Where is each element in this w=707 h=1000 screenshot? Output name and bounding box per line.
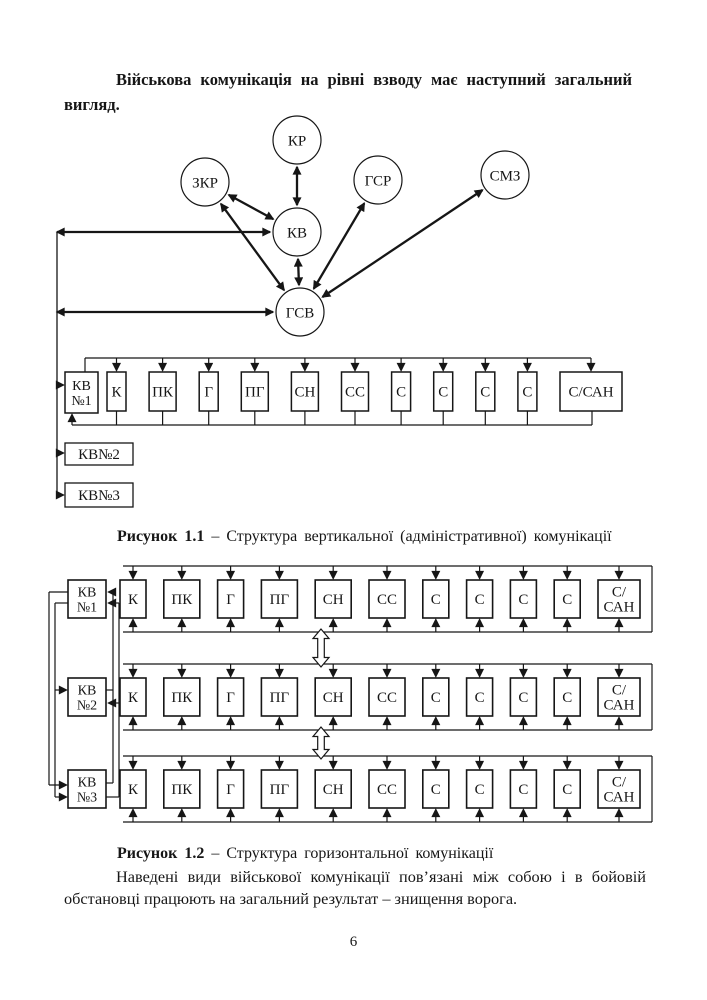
squad-box-label: ПГ	[269, 782, 290, 798]
figure-1-2-diagram	[0, 563, 707, 843]
squad-box-label: С	[474, 690, 485, 706]
squad-box-label: С/	[611, 774, 627, 791]
squad-box-label: С	[474, 782, 485, 798]
relation-arrow	[314, 203, 365, 289]
leader-box-label: КВ	[77, 775, 97, 791]
squad-box-label: СН	[322, 592, 344, 608]
leader-box-label: КВ	[72, 379, 91, 394]
squad-box-label: ПГ	[269, 690, 290, 706]
leader-box-label: №1	[76, 600, 98, 616]
squad-box-label: С	[474, 592, 485, 608]
squad-box-label: К	[111, 384, 122, 401]
hollow-double-arrow	[313, 629, 329, 667]
squad-box-label: Г	[226, 782, 235, 798]
squad-box-label: С	[522, 384, 533, 401]
leader-box-label: КВ	[77, 585, 97, 601]
squad-box-label: СС	[344, 384, 366, 401]
squad-box-label: САН	[603, 697, 635, 714]
closing-paragraph: Наведені види військової комунікації пов’язані між собою і в бойовій обстановці працюють на загальний результат – знищення ворога.	[64, 867, 646, 908]
role-node-label-gsr: ГСР	[364, 173, 392, 190]
squad-box-label: СС	[376, 690, 398, 706]
squad-box-label: С	[562, 782, 573, 798]
squad-box-label: К	[127, 592, 139, 608]
relation-arrow	[229, 195, 274, 219]
squad-box-label: САН	[603, 599, 635, 616]
squad-box-label: ПК	[152, 384, 174, 401]
platoon-box-label: КВ№2	[78, 447, 120, 463]
leader-box-label: КВ	[77, 683, 97, 699]
squad-box-label: ПК	[171, 592, 193, 608]
squad-box-label: С	[518, 690, 529, 706]
figure-1-2-caption-label: Рисунок 1.2	[117, 845, 205, 862]
leader-box-label: №2	[76, 698, 98, 714]
role-node-label-gsv: ГСВ	[285, 305, 315, 322]
squad-box-label: ПК	[171, 690, 193, 706]
leader-box-label: №1	[71, 394, 92, 409]
squad-box-label: С/	[611, 682, 627, 699]
relation-arrow	[298, 259, 299, 285]
squad-box-label: ПГ	[245, 384, 265, 401]
squad-box-label: С	[438, 384, 449, 401]
diagram-layer	[57, 116, 622, 507]
squad-box-label: Г	[204, 384, 214, 401]
squad-box-label: С	[480, 384, 491, 401]
role-node-label-kv: КВ	[286, 225, 308, 242]
squad-box-label: ПК	[171, 782, 193, 798]
figure-1-2-caption-text: – Структура горизонтальної комунікації	[211, 845, 494, 862]
role-node-label-smz: СМЗ	[489, 168, 521, 185]
page-number: 6	[349, 934, 358, 950]
squad-box-label: С	[430, 592, 441, 608]
squad-box-label: С	[430, 690, 441, 706]
leader-box-label: №3	[76, 790, 98, 806]
squad-box-label: С	[518, 782, 529, 798]
squad-box-label: СН	[322, 782, 344, 798]
squad-box-label: СС	[376, 782, 398, 798]
intro-paragraph: Військова комунікація на рівні взводу має наступний загальний вигляд.	[64, 70, 632, 114]
figure-1-1-caption-text: – Структура вертикальної (адміністративної) комунікації	[211, 528, 612, 545]
squad-box-label: С/САН	[568, 384, 614, 401]
squad-box-label: САН	[603, 789, 635, 806]
squad-box-label: СН	[294, 384, 316, 401]
squad-box-label: СН	[322, 690, 344, 706]
role-node-label-kr: КР	[287, 133, 307, 150]
figure-1-1-caption-label: Рисунок 1.1	[117, 528, 205, 545]
squad-box-label: К	[127, 782, 139, 798]
squad-box-label: ПГ	[269, 592, 290, 608]
squad-box-label: С	[562, 690, 573, 706]
hollow-double-arrow	[313, 727, 329, 759]
squad-box-label: С	[518, 592, 529, 608]
squad-box-label: С	[396, 384, 407, 401]
figure-1-1-diagram	[0, 110, 707, 510]
relation-arrow	[221, 204, 284, 290]
platoon-box-label: КВ№3	[78, 488, 120, 504]
squad-box-label: Г	[226, 592, 235, 608]
figure-1-1-caption	[117, 528, 612, 546]
squad-box-label: С	[430, 782, 441, 798]
squad-box-label: С/	[611, 584, 627, 601]
diagram-layer	[49, 566, 652, 822]
relation-arrow	[322, 190, 482, 297]
squad-box-label: С	[562, 592, 573, 608]
squad-box-label: Г	[226, 690, 235, 706]
figure-1-2-caption	[117, 845, 493, 863]
squad-box-label: К	[127, 690, 139, 706]
squad-box-label: СС	[376, 592, 398, 608]
role-node-label-zkr: ЗКР	[192, 175, 218, 192]
